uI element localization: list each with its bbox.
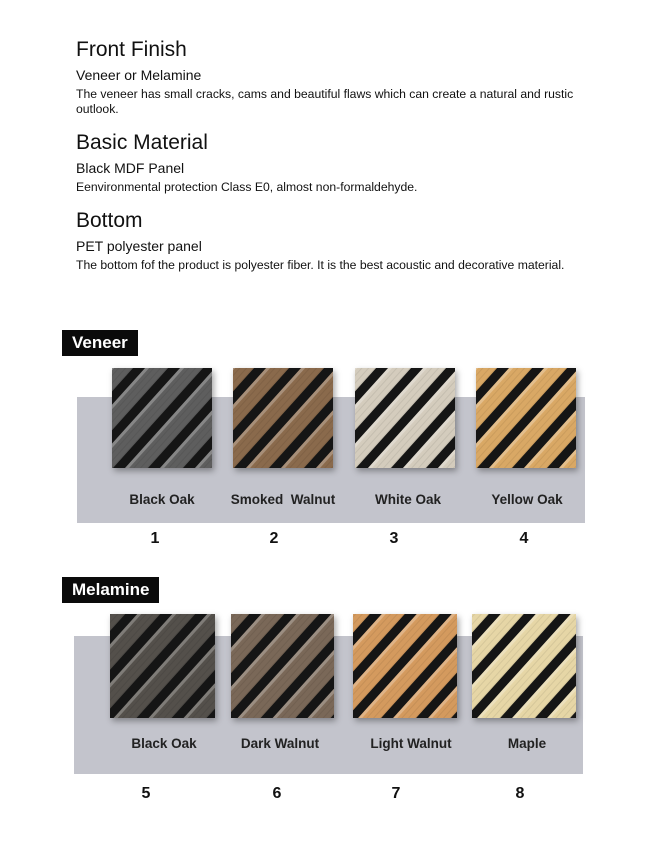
slat-gap xyxy=(233,368,333,468)
section-title: Front Finish xyxy=(76,38,187,61)
section-description: The veneer has small cracks, cams and beautiful flaws which can create a natural and rustic outlook. xyxy=(76,87,574,116)
front-finish-section xyxy=(76,38,596,117)
swatch-veneer-yellow-oak xyxy=(476,368,576,468)
slat-gap xyxy=(355,368,455,468)
swatch-label: Light Walnut xyxy=(370,736,452,751)
swatch-label: Yellow Oak xyxy=(491,492,563,507)
veneer-tag: Veneer xyxy=(62,330,138,356)
swatch-melamine-maple xyxy=(472,614,576,718)
swatch-melamine-dark-walnut xyxy=(231,614,334,718)
section-subtitle: PET polyester panel xyxy=(76,238,202,254)
swatch-label: Black Oak xyxy=(129,492,195,507)
item-number: 3 xyxy=(389,530,399,547)
item-number: 2 xyxy=(269,530,279,547)
wood-panel-texture xyxy=(353,614,457,718)
section-title: Bottom xyxy=(76,209,143,232)
swatch-label: Maple xyxy=(507,736,547,751)
wood-panel-texture xyxy=(472,614,576,718)
section-subtitle: Black MDF Panel xyxy=(76,160,185,176)
section-description: The bottom fof the product is polyester fiber. It is the best acoustic and decorative material. xyxy=(76,258,565,272)
slat-gap xyxy=(476,368,576,468)
swatch-veneer-smoked-walnut xyxy=(233,368,333,468)
section-title: Basic Material xyxy=(76,131,208,154)
wood-panel-texture xyxy=(112,368,212,468)
section-subtitle: Veneer or Melamine xyxy=(76,67,202,83)
swatch-melamine-light-walnut xyxy=(353,614,457,718)
swatch-label: White Oak xyxy=(374,492,441,507)
swatch-label: Black Oak xyxy=(131,736,197,751)
swatch-veneer-black-oak xyxy=(112,368,212,468)
swatch-label: Dark Walnut xyxy=(240,736,320,751)
item-number: 5 xyxy=(141,785,151,802)
item-number: 8 xyxy=(515,785,525,802)
wood-panel-texture xyxy=(231,614,334,718)
wood-panel-texture xyxy=(355,368,455,468)
basic-material-section xyxy=(76,131,596,195)
wood-panel-texture xyxy=(233,368,333,468)
swatch-veneer-white-oak xyxy=(355,368,455,468)
swatch-melamine-black-oak xyxy=(110,614,215,718)
item-number: 6 xyxy=(272,785,282,802)
item-number: 4 xyxy=(519,530,529,547)
slat-gap xyxy=(112,368,212,468)
bottom-section xyxy=(76,209,596,275)
wood-panel-texture xyxy=(110,614,215,718)
swatch-label: Smoked Walnut xyxy=(230,492,336,507)
item-number: 7 xyxy=(391,785,401,802)
melamine-tag: Melamine xyxy=(62,577,159,603)
wood-panel-texture xyxy=(476,368,576,468)
section-description: Eenvironmental protection Class E0, almost non-formaldehyde. xyxy=(76,180,418,194)
item-number: 1 xyxy=(150,530,160,547)
